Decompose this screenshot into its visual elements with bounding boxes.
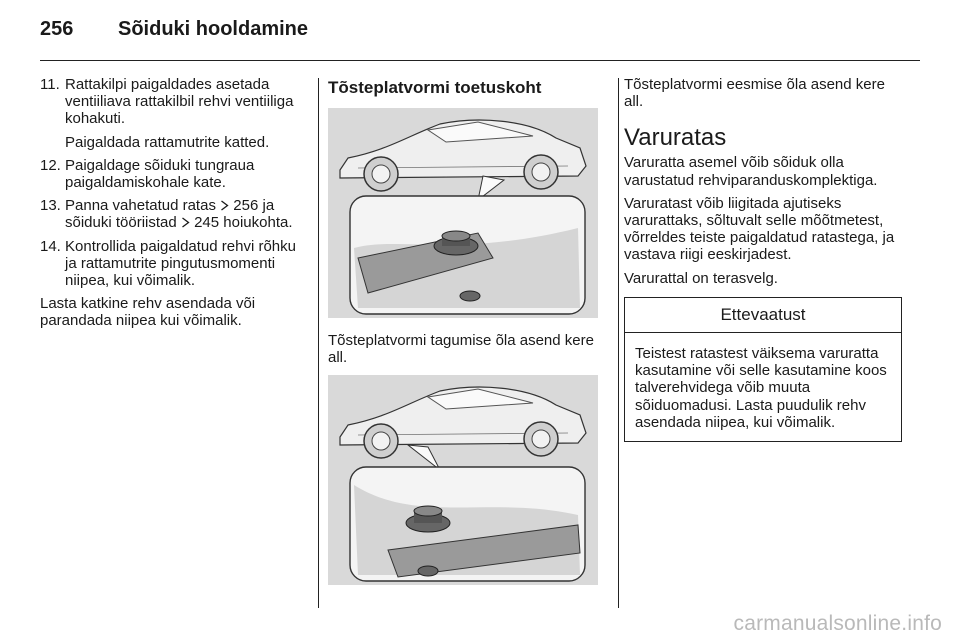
illustration-rear-lift-point bbox=[328, 108, 598, 318]
step-number: 13. bbox=[40, 197, 61, 215]
step-number: 14. bbox=[40, 237, 61, 255]
caution-text: Teistest ratastest väiksema varuratta kasutamine või selle kasutamine koos talverehvidega võib muuta sõiduomadusi. Lasta puudulik rehv asendada niipea, kui võimalik. bbox=[635, 345, 887, 431]
paragraph-3: Varurattal on terasvelg. bbox=[624, 269, 778, 287]
section-title: Varuratas bbox=[624, 124, 727, 152]
section-heading: Tõsteplatvormi toetuskoht bbox=[328, 78, 542, 97]
page-header bbox=[40, 18, 308, 48]
column-divider-2 bbox=[618, 78, 619, 608]
column-divider-1 bbox=[318, 78, 319, 608]
page-reference-icon bbox=[181, 217, 190, 228]
step-text-part: Panna vahetatud ratas bbox=[65, 197, 216, 215]
page-reference-icon bbox=[220, 200, 229, 211]
header-rule bbox=[40, 60, 920, 61]
page-reference-link[interactable]: 256 bbox=[233, 197, 259, 215]
watermark: carmanualsonline.info bbox=[733, 612, 942, 635]
chapter-title: Sõiduki hooldamine bbox=[118, 18, 309, 40]
step-number: 12. bbox=[40, 156, 61, 174]
step-13 bbox=[40, 197, 302, 231]
page-reference-link[interactable]: 245 bbox=[194, 214, 220, 232]
step-number: 11. bbox=[40, 76, 60, 93]
step-11-subtext: Paigaldada rattamutrite katted. bbox=[65, 133, 270, 151]
page-number: 256 bbox=[40, 18, 74, 40]
step-text: Kontrollida paigaldatud rehvi rõhku ja rattamutrite pingutusmomenti niipea, kui võimalik. bbox=[65, 237, 296, 290]
column-right bbox=[624, 76, 904, 442]
step-text: Rattakilpi paigaldades asetada ventiiliava rattakilbil rehvi ventiiliga kohakuti. bbox=[65, 76, 294, 128]
step-text bbox=[65, 197, 302, 231]
step-text-part: hoiukohta. bbox=[223, 214, 293, 232]
step-12 bbox=[40, 157, 302, 191]
step-text: Paigaldage sõiduki tungraua paigaldamiskohale kate. bbox=[65, 156, 255, 192]
illustration-front-lift-point bbox=[328, 375, 598, 585]
paragraph-1: Varuratta asemel võib sõiduk olla varustatud rehviparanduskomplektiga. bbox=[624, 154, 878, 189]
step-text-part: ja sõiduki tööriistad bbox=[65, 197, 275, 232]
caution-title: Ettevaatust bbox=[625, 298, 901, 333]
step-11 bbox=[40, 76, 302, 128]
column-middle bbox=[328, 76, 604, 599]
paragraph-2: Varuratast võib liigitada ajutiseks varurattaks, sõltuvalt selle mõõtmetest, võrreldes teiste paigaldatud ratastega, ja vastava riigi eeskirjadest. bbox=[624, 194, 895, 264]
step-14 bbox=[40, 238, 302, 290]
caption-front: Tõsteplatvormi eesmise õla asend kere all. bbox=[624, 76, 885, 111]
caption-rear: Tõsteplatvormi tagumise õla asend kere all. bbox=[328, 332, 594, 367]
caution-box bbox=[624, 297, 902, 442]
column-left bbox=[40, 76, 302, 336]
closing-paragraph: Lasta katkine rehv asendada või parandada niipea kui võimalik. bbox=[40, 295, 256, 330]
